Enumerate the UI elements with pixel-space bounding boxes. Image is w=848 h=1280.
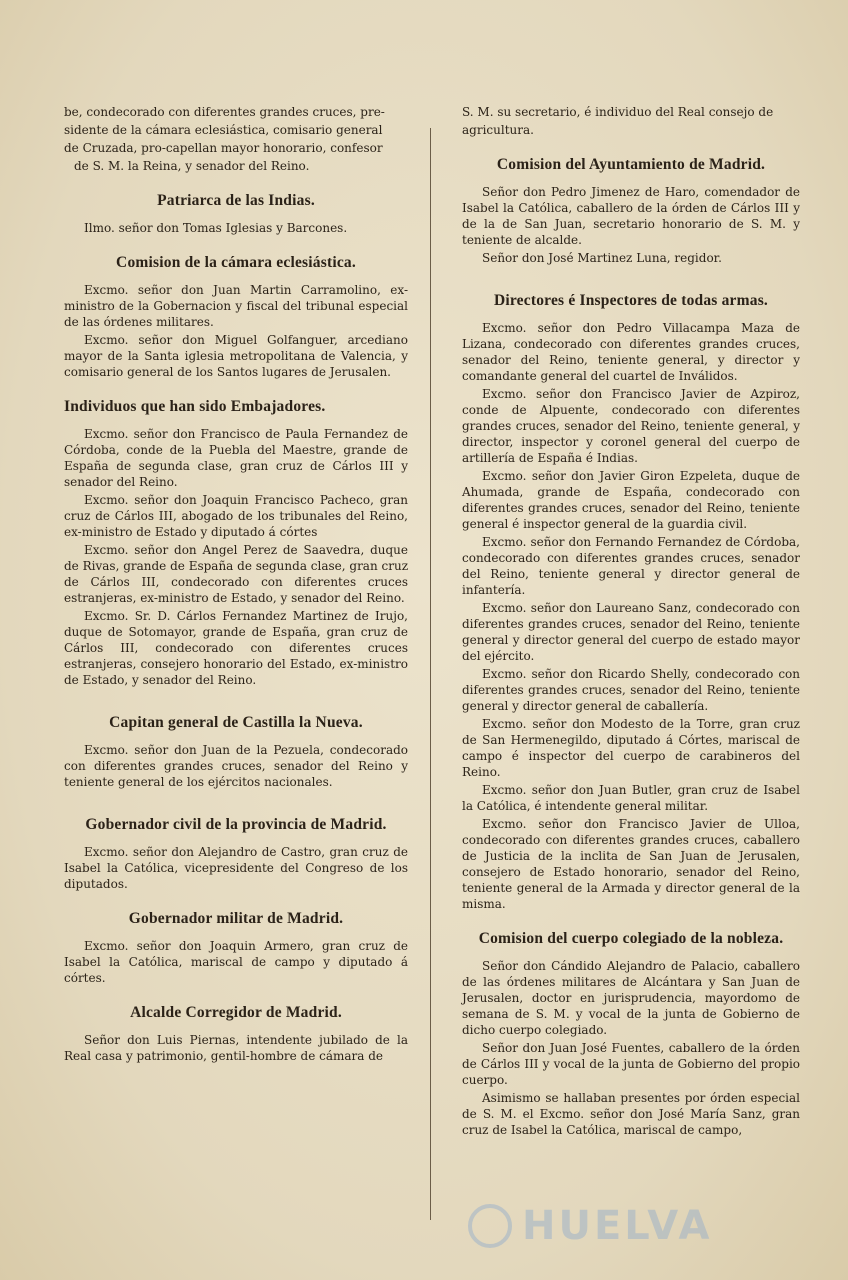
entry: Excmo. señor don Joaquin Armero, gran cruz de Isabel la Católica, mariscal de campo y diputado á córtes.: [64, 939, 408, 985]
entry: Ilmo. señor don Tomas Iglesias y Barcones.: [84, 221, 348, 235]
section-heading: Gobernador militar de Madrid.: [128, 910, 344, 927]
section-heading: Capitan general de Castilla la Nueva.: [109, 714, 363, 731]
section-heading: Comision del Ayuntamiento de Madrid.: [496, 156, 766, 173]
entry: Excmo. señor don Juan Martin Carramolino, ex-ministro de la Gobernacion y fiscal del tribunal especial de las órdenes militares.: [64, 283, 408, 329]
entry: Excmo. señor don Fernando Fernandez de Córdoba, condecorado con diferentes grandes cruces, senador del Reino, teniente general y director general de infantería.: [462, 535, 800, 597]
entry: Excmo. señor don Francisco Javier de Azpiroz, conde de Alpuente, condecorado con diferentes grandes cruces, senador del Reino, teniente general, y director, inspector y coronel general del cuerpo de artillería de España é Indias.: [462, 387, 800, 465]
watermark-text: HUELVA: [522, 1203, 713, 1249]
entry: Excmo. señor don Alejandro de Castro, gran cruz de Isabel la Católica, vicepresidente del Congreso de los diputados.: [64, 845, 408, 891]
section-heading: Alcalde Corregidor de Madrid.: [130, 1004, 342, 1021]
intro-line: sidente de la cámara eclesiástica, comisario general: [64, 123, 383, 137]
intro-line: S. M. su secretario, é individuo del Real consejo de: [462, 105, 774, 119]
entry: Señor don Cándido Alejandro de Palacio, caballero de las órdenes militares de Alcántara y San Juan de Jerusalen, doctor en jurisprudencia, mayordomo de semana de S. M. y vocal de la junta de Gobierno de dicho cuerpo colegiado.: [462, 959, 800, 1037]
intro-line: de Cruzada, pro-capellan mayor honorario, confesor: [64, 141, 383, 155]
entry: Excmo. señor don Juan de la Pezuela, condecorado con diferentes grandes cruces, senador del Reino y teniente general de los ejércitos nacionales.: [64, 743, 408, 789]
entry: Excmo. señor don Joaquin Francisco Pacheco, gran cruz de Cárlos III, abogado de los tribunales del Reino, ex-ministro de Estado y diputado á córtes: [64, 493, 408, 539]
entry: Señor don Pedro Jimenez de Haro, comendador de Isabel la Católica, caballero de la órden de Cárlos III y de la de San Juan, secretario honorario de S. M. y teniente de alcalde.: [462, 185, 800, 247]
entry: Excmo. señor don Miguel Golfanguer, arcediano mayor de la Santa iglesia metropolitana de Valencia, y comisario general de los Santos lugares de Jerusalen.: [64, 333, 408, 379]
section-heading: Patriarca de las Indias.: [157, 192, 315, 209]
entry: Excmo. Sr. D. Cárlos Fernandez Martinez de Irujo, duque de Sotomayor, grande de España, gran cruz de Cárlos III, condecorado con diferentes cruces estranjeras, consejero honorario del Estado, ex-ministro de Estado, y senador del Reino.: [64, 609, 408, 687]
section-heading: Directores é Inspectores de todas armas.: [493, 292, 769, 309]
entry: Excmo. señor don Francisco de Paula Fernandez de Córdoba, conde de la Puebla del Maestre, grande de España de segunda clase, gran cruz de Cárlos III y senador del Reino.: [64, 427, 408, 489]
intro-line: agricultura.: [462, 123, 534, 137]
entry: Excmo. señor don Modesto de la Torre, gran cruz de San Hermenegildo, diputado á Córtes, mariscal de campo é inspector del cuerpo de carabineros del Reino.: [462, 717, 800, 779]
section-heading: Comision del cuerpo colegiado de la nobleza.: [478, 930, 784, 947]
section-heading: Gobernador civil de la provincia de Madrid.: [85, 816, 387, 833]
entry: Señor don Juan José Fuentes, caballero de la órden de Cárlos III y vocal de la junta de Gobierno del propio cuerpo.: [462, 1041, 800, 1087]
entry: Señor don Luis Piernas, intendente jubilado de la Real casa y patrimonio, gentil-hombre de cámara de: [64, 1033, 408, 1063]
column-divider: [430, 128, 431, 1220]
entry: Excmo. señor don Ricardo Shelly, condecorado con diferentes grandes cruces, senador del Reino, teniente general y director general de caballería.: [462, 667, 800, 713]
right-column: [462, 104, 800, 1140]
seal-icon: [468, 1204, 512, 1248]
entry: Excmo. señor don Francisco Javier de Ulloa, condecorado con diferentes grandes cruces, caballero de Justicia de la inclita de San Juan de Jerusalen, consejero de Estado honorario, senador del Reino, teniente general de la Armada y director general de la misma.: [462, 817, 800, 911]
entry: Asimismo se hallaban presentes por órden especial de S. M. el Excmo. señor don José María Sanz, gran cruz de Isabel la Católica, mariscal de campo,: [462, 1091, 800, 1137]
entry: Excmo. señor don Juan Butler, gran cruz de Isabel la Católica, é intendente general militar.: [462, 783, 800, 813]
library-watermark: [468, 1196, 798, 1256]
entry: Excmo. señor don Angel Perez de Saavedra, duque de Rivas, grande de España de segunda clase, gran cruz de Cárlos III, condecorado con diferentes cruces estranjeras, ex-ministro de Estado, y senador del Reino.: [64, 543, 409, 605]
intro-line: de S. M. la Reina, y senador del Reino.: [74, 159, 310, 173]
entry: Excmo. señor don Pedro Villacampa Maza de Lizana, condecorado con diferentes grandes cruces, senador del Reino, teniente general, y director y comandante general del cuartel de Inválidos.: [462, 321, 800, 383]
entry: Señor don José Martinez Luna, regidor.: [482, 251, 722, 265]
entry: Excmo. señor don Javier Giron Ezpeleta, duque de Ahumada, grande de España, condecorado con diferentes grandes cruces, senador del Reino, teniente general é inspector general de la guardia civil.: [462, 469, 800, 531]
left-column: [64, 104, 408, 1066]
section-heading: Comision de la cámara eclesiástica.: [116, 254, 356, 271]
section-heading: Individuos que han sido Embajadores.: [64, 398, 326, 415]
entry: Excmo. señor don Laureano Sanz, condecorado con diferentes grandes cruces, senador del Reino, teniente general y director general del cuerpo de estado mayor del ejército.: [462, 601, 800, 663]
intro-line: be, condecorado con diferentes grandes cruces, pre-: [64, 105, 385, 119]
